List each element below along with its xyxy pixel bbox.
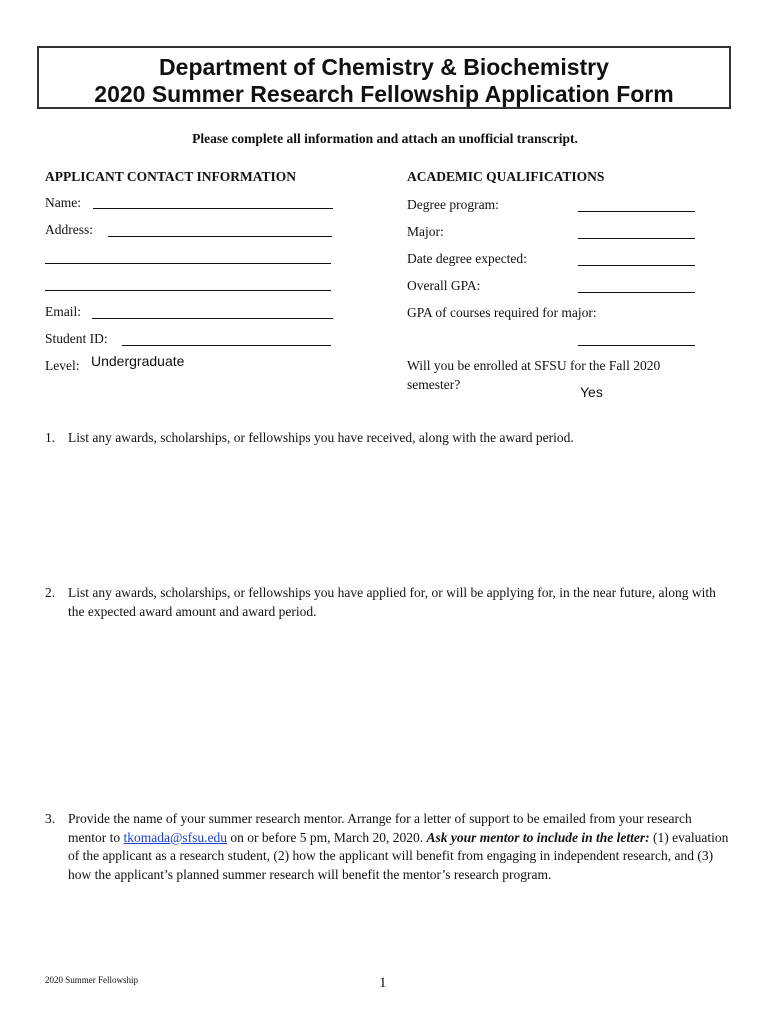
major-gpa-label: GPA of courses required for major: [407, 305, 597, 320]
question-2-number: 2. [45, 585, 56, 600]
address-field-line2[interactable] [45, 263, 331, 264]
date-degree-label: Date degree expected: [407, 251, 527, 266]
address-field-line3[interactable] [45, 290, 331, 291]
level-label: Level: [45, 358, 80, 373]
question-3-emphasis: Ask your mentor to include in the letter: [426, 829, 650, 845]
question-3-text [68, 810, 730, 884]
question-3-text-a: Provide the name of your summer research mentor. Arrange for a letter of support to be emailed from your research mentor to [68, 811, 692, 845]
footer-label: 2020 Summer Fellowship [45, 975, 139, 985]
enrolled-question-line2: semester? [407, 377, 461, 392]
form-title-box [37, 46, 731, 109]
name-field[interactable] [93, 208, 333, 209]
email-field[interactable] [92, 318, 333, 319]
question-1-text: List any awards, scholarships, or fellowships you have received, along with the award period. [68, 430, 574, 445]
academic-heading: ACADEMIC QUALIFICATIONS [407, 169, 605, 184]
overall-gpa-field[interactable] [578, 292, 695, 293]
form-title-line2: 2020 Summer Research Fellowship Application Form [94, 81, 674, 107]
major-gpa-field[interactable] [578, 345, 695, 346]
major-field[interactable] [578, 238, 695, 239]
name-label: Name: [45, 195, 81, 210]
degree-program-label: Degree program: [407, 197, 499, 212]
enrolled-answer-field[interactable]: Yes [580, 384, 603, 400]
question-3-text-b: on or before 5 pm, March 20, 2020. [227, 829, 427, 845]
email-label: Email: [45, 304, 81, 319]
instructions: Please complete all information and attach an unofficial transcript. [192, 131, 578, 146]
address-label: Address: [45, 222, 93, 237]
question-3-text-c: (1) evaluation of the applicant as a research student, (2) how the applicant will benefit from engaging in independent research, and (3) how the applicant’s planned summer research will benefit the mentor’s research program. [68, 829, 729, 882]
student-id-field[interactable] [122, 345, 331, 346]
contact-heading: APPLICANT CONTACT INFORMATION [45, 169, 297, 184]
question-1 [45, 429, 735, 448]
question-3 [45, 810, 730, 884]
mentor-email-link[interactable]: tkomada@sfsu.edu [123, 829, 228, 845]
degree-program-field[interactable] [578, 211, 695, 212]
level-field[interactable]: Undergraduate [91, 353, 185, 369]
overall-gpa-label: Overall GPA: [407, 278, 481, 293]
enrolled-question-line1: Will you be enrolled at SFSU for the Fall 2020 [407, 358, 661, 373]
student-id-label: Student ID: [45, 331, 108, 346]
question-1-number: 1. [45, 430, 56, 445]
major-label: Major: [407, 224, 444, 239]
question-2 [45, 584, 725, 621]
date-degree-field[interactable] [578, 265, 695, 266]
question-2-text: List any awards, scholarships, or fellowships you have applied for, or will be applying for, in the near future, along with the expected award amount and award period. [68, 585, 716, 619]
page-number: 1 [379, 975, 387, 991]
question-3-number: 3. [45, 811, 56, 826]
address-field-line1[interactable] [108, 236, 332, 237]
form-title-line1: Department of Chemistry & Biochemistry [159, 54, 609, 80]
